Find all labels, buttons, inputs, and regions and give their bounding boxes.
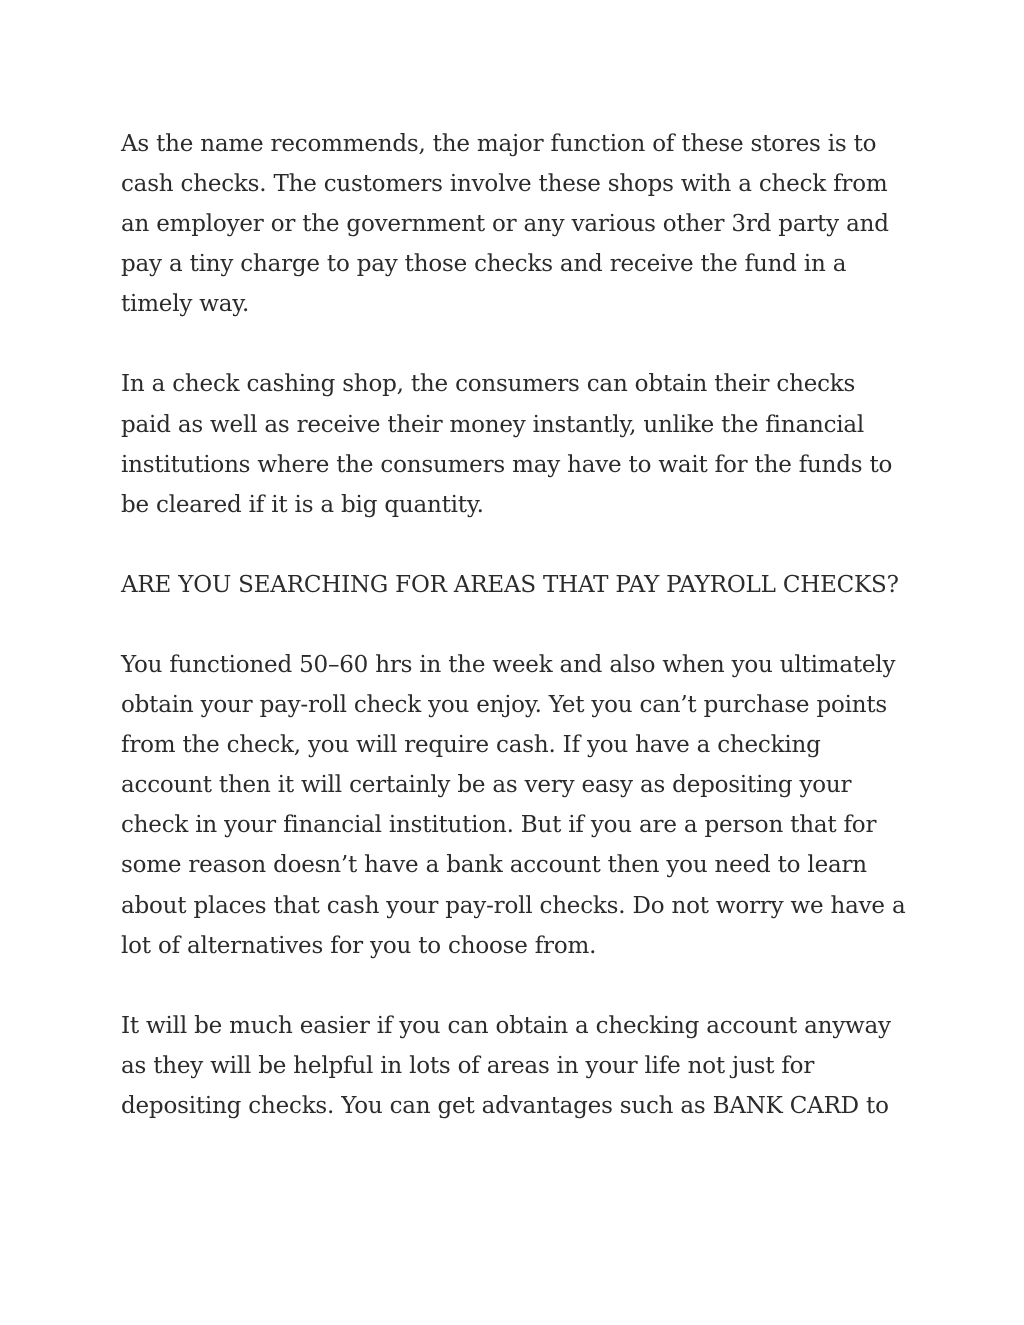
paragraph-payroll-check: You functioned 50–60 hrs in the week and also when you ultimately obtain your pay-roll check you enjoy. Yet you can’t purchase points from the check, you will require cash. If you have a checking account then it will certainly be as very easy as depositing your check in your financial institution. But if you are a person that for some reason doesn’t have a bank account then you need to learn about places that cash your pay-roll checks. Do not worry we have a lot of alternatives for you to choose from. <box>121 651 906 959</box>
paragraph-check-cashing-stores: As the name recommends, the major function of these stores is to cash checks. The customers involve these shops with a check from an employer or the government or any various other 3rd party and pay a tiny charge to pay those checks and receive the fund in a timely way. <box>121 131 889 318</box>
paragraph-checking-account: It will be much easier if you can obtain a checking account anyway as they will be helpful in lots of areas in your life not just for depositing checks. You can get advantages such as BANK CARD to <box>121 1012 891 1119</box>
document-page <box>121 124 907 1166</box>
paragraph-check-cashing-shop: In a check cashing shop, the consumers can obtain their checks paid as well as receive their money instantly, unlike the financial institutions where the consumers may have to wait for the funds to be cleared if it is a big quantity. <box>121 371 893 518</box>
section-heading-payroll-checks: ARE YOU SEARCHING FOR AREAS THAT PAY PAYROLL CHECKS? <box>121 571 899 598</box>
